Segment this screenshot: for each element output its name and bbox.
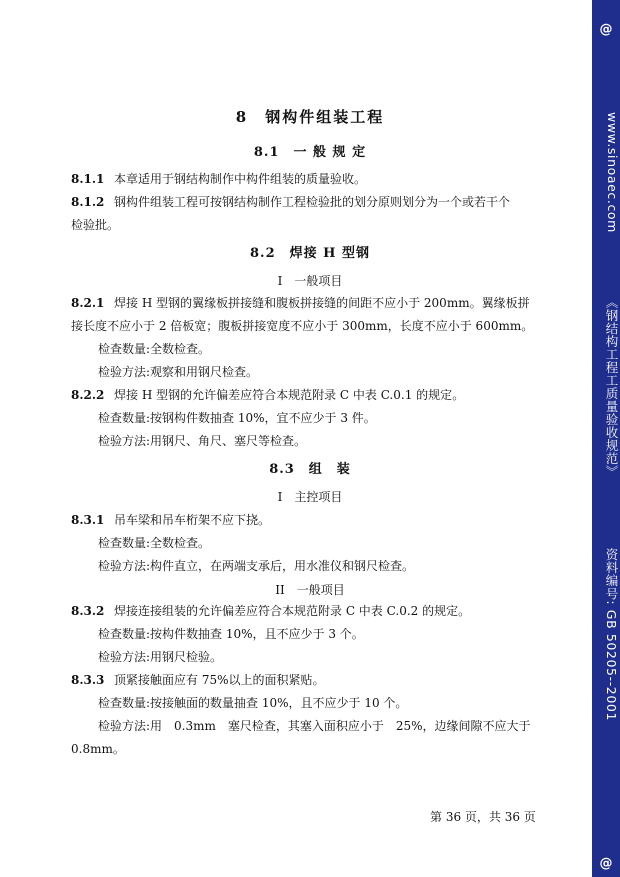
- clause-number: 8.3.2: [71, 604, 105, 618]
- check-method-cont: 0.8mm。: [71, 742, 125, 756]
- check-quantity: 检查数量:按钢构件数抽查 10%，宜不应少于 3 件。: [98, 411, 376, 425]
- check-quantity: 检查数量:全数检查。: [98, 342, 211, 356]
- section-8-1-title: 8.1 一 般 规 定: [253, 145, 367, 160]
- clause-number: 8.2.1: [71, 296, 105, 310]
- check-method: 检验方法:用钢尺检验。: [98, 650, 223, 664]
- clause-number: 8.2.2: [71, 388, 105, 402]
- section-8-2-title: 8.2 焊接 H 型钢: [250, 246, 370, 261]
- clause-8-2-1-cont: 接长度不应小于 2 倍板宽；腹板拼接宽度不应小于 300mm，长度不应小于 600mm。: [71, 319, 534, 333]
- book-title: 《钢结构工程工质量验收规范》: [604, 296, 619, 478]
- clause-text: 吊车梁和吊车桁架不应下挠。: [114, 513, 271, 527]
- document-code: 资料编号: GB 50205--2001: [604, 548, 619, 722]
- website-url: www.sinoaec.com: [605, 112, 620, 233]
- section-8-3-subtitle-main: I 主控项目: [277, 490, 343, 504]
- clause-text: 焊接 H 型钢的允许偏差应符合本规范附录 C 中表 C.0.1 的规定。: [114, 388, 465, 402]
- clause-8-1-2-cont: 检验批。: [71, 218, 120, 232]
- at-sign-top: @: [599, 22, 613, 37]
- clause-8-3-2: [71, 603, 470, 619]
- clause-8-3-1: [71, 512, 270, 528]
- watermark-sidebar: [592, 0, 620, 877]
- chapter-title: 8 钢构件组装工程: [235, 108, 385, 126]
- check-quantity: 检查数量:全数检查。: [98, 536, 211, 550]
- clause-text: 钢构件组装工程可按钢结构制作工程检验批的划分原则划分为一个或若干个: [114, 195, 511, 209]
- check-quantity: 检查数量:按接触面的数量抽查 10%，且不应少于 10 个。: [98, 696, 408, 710]
- check-method: 检验方法:观察和用钢尺检查。: [98, 365, 259, 379]
- section-8-2-subtitle: I 一般项目: [277, 274, 343, 288]
- clause-text: 焊接连接组装的允许偏差应符合本规范附录 C 中表 C.0.2 的规定。: [114, 604, 471, 618]
- clause-8-3-3: [71, 672, 325, 688]
- check-method: 检验方法:构件直立，在两端支承后，用水准仪和钢尺检查。: [98, 559, 415, 573]
- clause-8-2-2: [71, 387, 464, 403]
- check-method: 检验方法:用 0.3mm 塞尺检查，其塞入面积应小于 25%，边缘间隙不应大于: [98, 719, 531, 733]
- clause-8-1-1: [71, 171, 366, 187]
- section-8-3-subtitle-general: II 一般项目: [275, 583, 345, 597]
- check-method: 检验方法:用钢尺、角尺、塞尺等检查。: [98, 434, 307, 448]
- clause-8-2-1: [71, 295, 530, 311]
- clause-text: 本章适用于钢结构制作中构件组装的质量验收。: [114, 172, 367, 186]
- page-number: 第 36 页，共 36 页: [430, 810, 536, 824]
- clause-8-1-2: [71, 194, 510, 210]
- clause-number: 8.1.1: [71, 172, 105, 186]
- clause-number: 8.3.1: [71, 513, 105, 527]
- clause-number: 8.1.2: [71, 195, 105, 209]
- clause-text: 焊接 H 型钢的翼缘板拼接缝和腹板拼接缝的间距不应小于 200mm。翼缘板拼: [114, 296, 530, 310]
- clause-number: 8.3.3: [71, 673, 105, 687]
- check-quantity: 检查数量:按构件数抽查 10%，且不应少于 3 个。: [98, 627, 364, 641]
- at-sign-bottom: @: [599, 856, 613, 871]
- section-8-3-title: 8.3 组 装: [269, 462, 351, 477]
- clause-text: 顶紧接触面应有 75%以上的面积紧贴。: [114, 673, 325, 687]
